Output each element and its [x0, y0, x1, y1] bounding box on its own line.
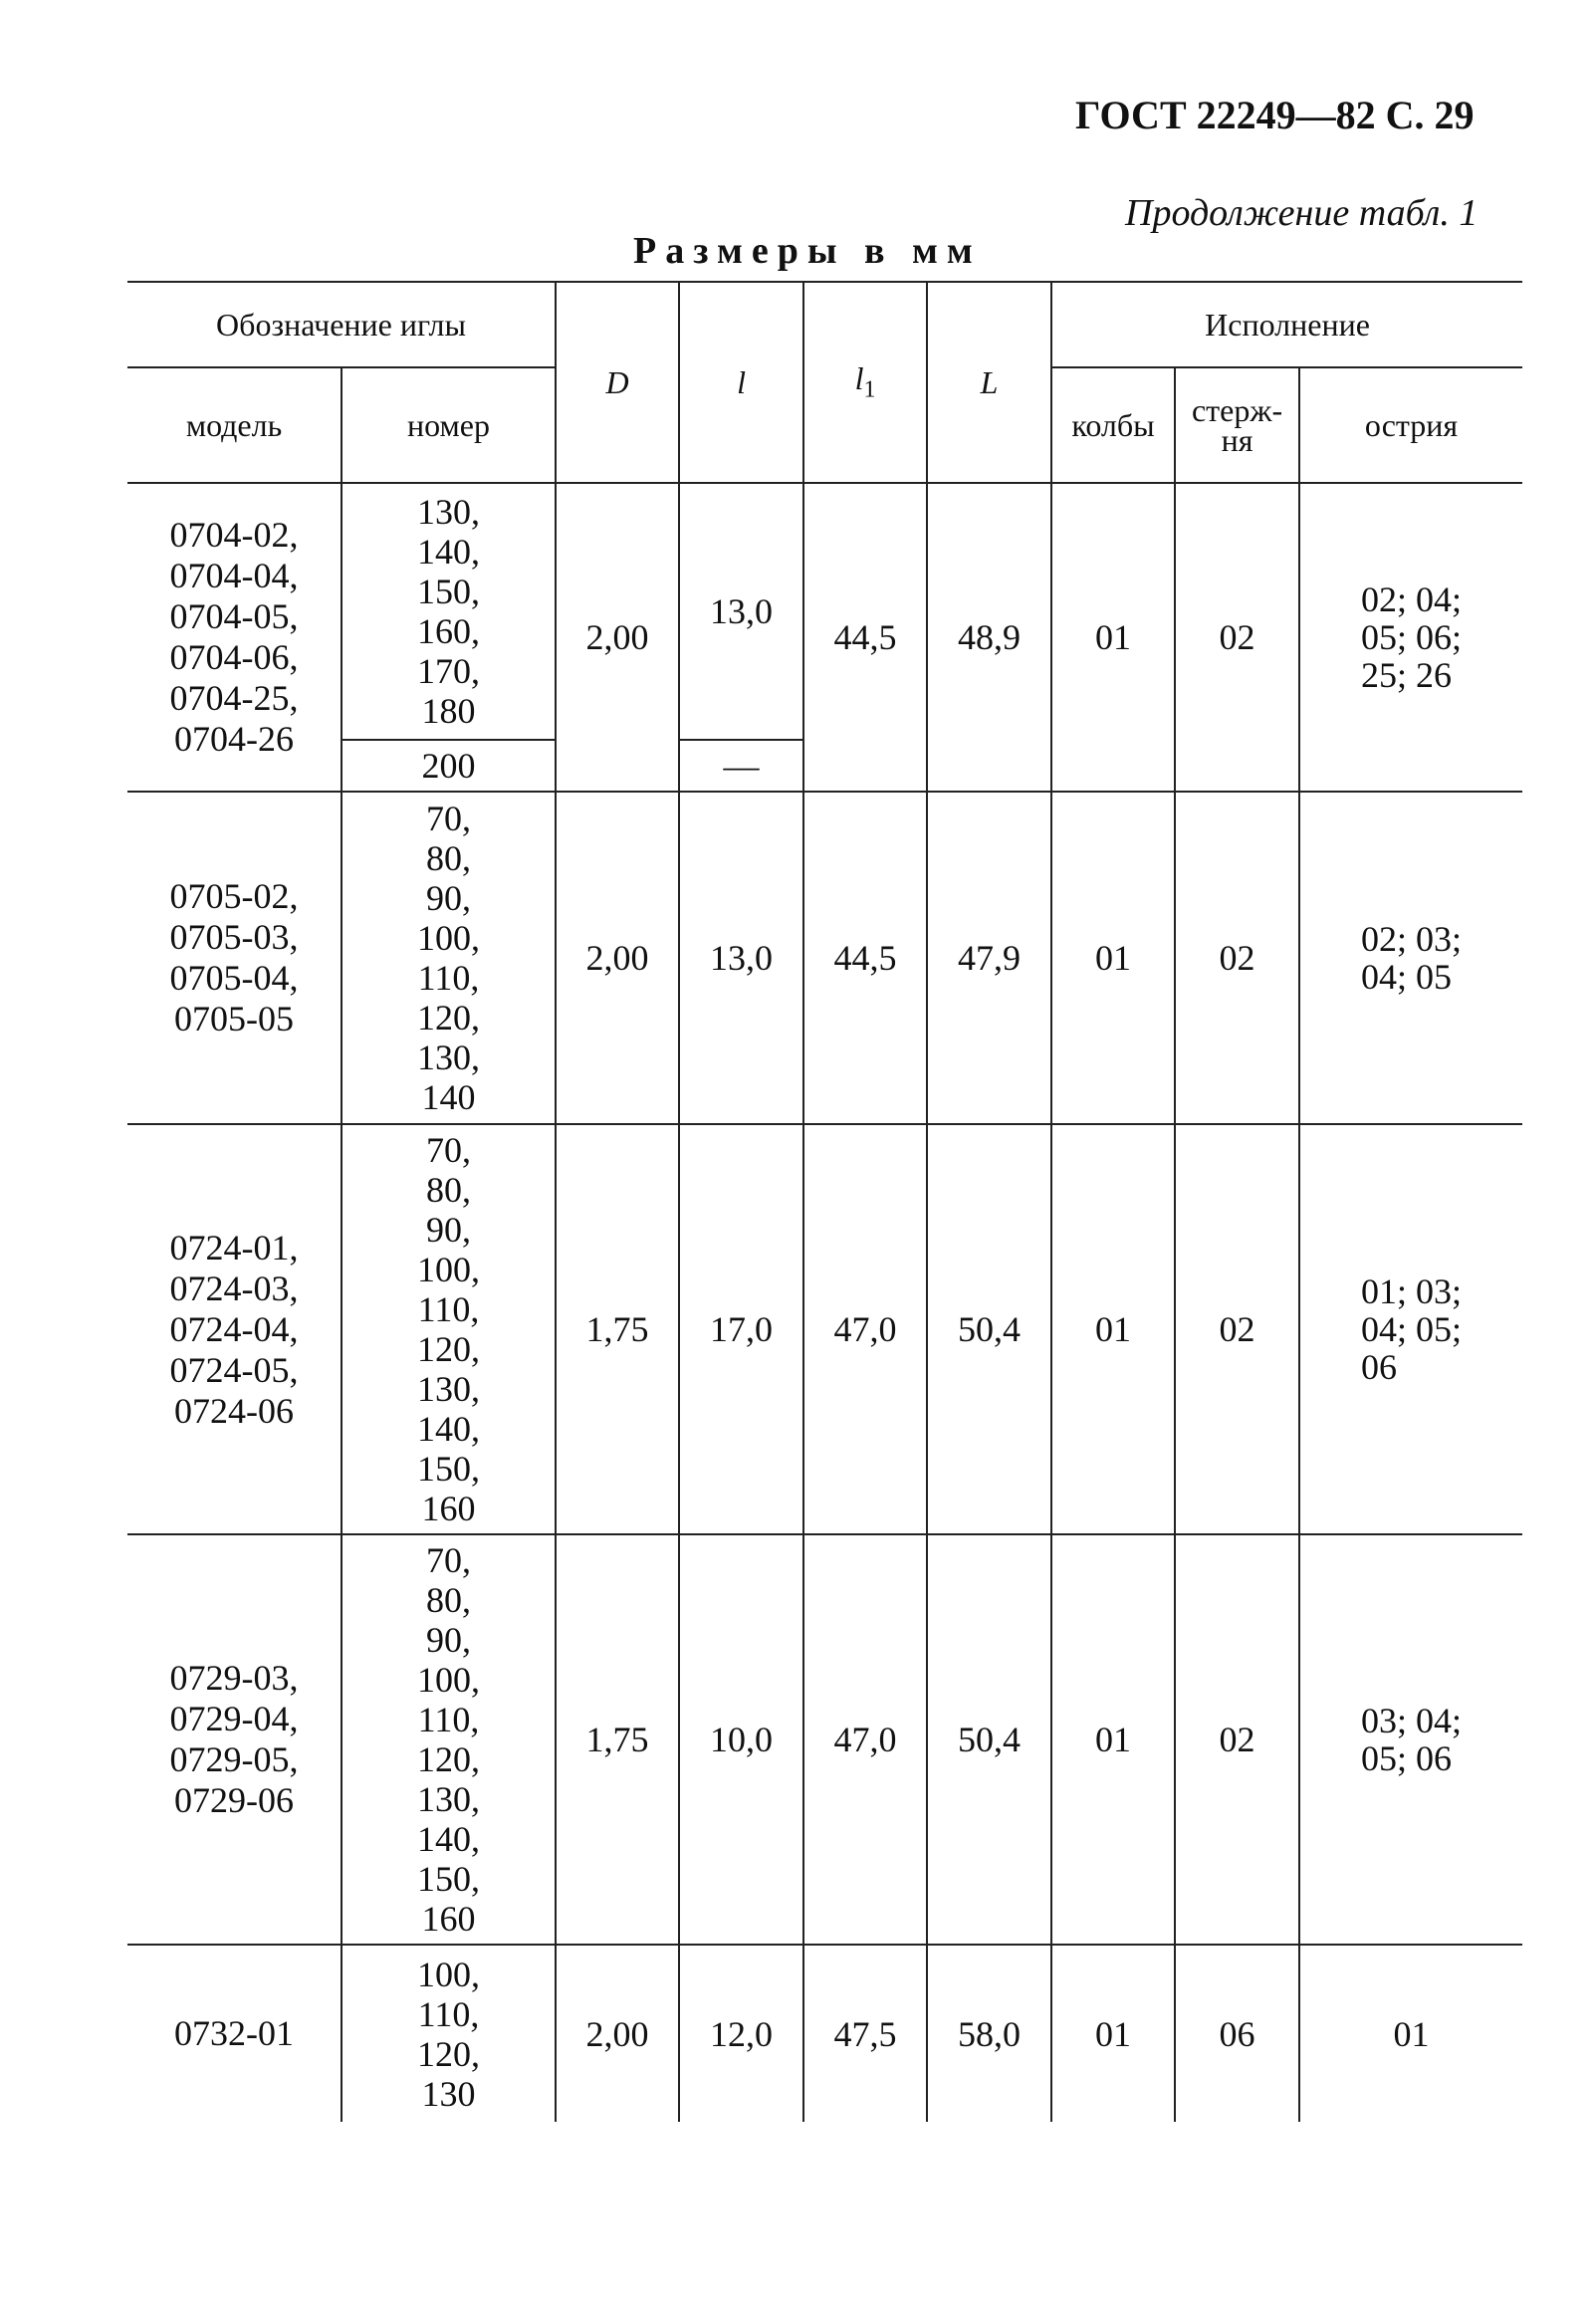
header-l: l	[679, 282, 803, 483]
header-big-l: L	[927, 282, 1051, 483]
table-row	[127, 792, 1522, 1124]
number-cell-extra: 200	[342, 740, 556, 792]
point-cell	[1299, 1124, 1522, 1534]
d-cell: 1,75	[556, 1534, 679, 1945]
table-row	[127, 1124, 1522, 1534]
model-cell: 0724-01, 0724-03, 0724-04, 0724-05, 0724-06	[127, 1124, 342, 1534]
header-needle-designation: Обозначение иглы	[127, 282, 556, 367]
point-cell	[1299, 1945, 1522, 2122]
header-model: модель	[127, 367, 342, 483]
l1-cell: 47,0	[803, 1124, 927, 1534]
table-row	[127, 1534, 1522, 1945]
model-cell: 0729-03, 0729-04, 0729-05, 0729-06	[127, 1534, 342, 1945]
page-header-standard: ГОСТ 22249—82 С. 29	[1075, 93, 1475, 137]
flask-cell: 01	[1051, 483, 1175, 792]
d-cell: 2,00	[556, 792, 679, 1124]
flask-cell: 01	[1051, 1945, 1175, 2122]
l-cell-extra: —	[679, 740, 803, 792]
units-caption: Размеры в мм	[633, 230, 982, 272]
point-cell	[1299, 483, 1522, 792]
l1-cell: 44,5	[803, 792, 927, 1124]
shank-cell: 02	[1175, 1534, 1299, 1945]
header-point: острия	[1299, 367, 1522, 483]
shank-cell: 02	[1175, 483, 1299, 792]
header-execution: Исполнение	[1051, 282, 1522, 367]
number-cell: 70, 80, 90, 100, 110, 120, 130, 140, 150, 160	[342, 1124, 556, 1534]
flask-cell: 01	[1051, 1124, 1175, 1534]
number-cell: 70, 80, 90, 100, 110, 120, 130, 140	[342, 792, 556, 1124]
shank-cell: 06	[1175, 1945, 1299, 2122]
l-cell: 10,0	[679, 1534, 803, 1945]
header-l1	[803, 282, 927, 483]
model-cell: 0732-01	[127, 1945, 342, 2122]
d-cell: 2,00	[556, 483, 679, 792]
l-cell: 12,0	[679, 1945, 803, 2122]
d-cell: 2,00	[556, 1945, 679, 2122]
point-text: 03; 04; 05; 06	[1361, 1701, 1463, 1778]
table-row	[127, 483, 1522, 740]
number-cell: 100, 110, 120, 130	[342, 1945, 556, 2122]
point-cell	[1299, 1534, 1522, 1945]
big-l-cell: 47,9	[927, 792, 1051, 1124]
shank-cell: 02	[1175, 792, 1299, 1124]
point-text: 01	[1393, 2013, 1430, 2054]
needle-dimensions-table	[127, 281, 1522, 2122]
flask-cell: 01	[1051, 792, 1175, 1124]
flask-cell: 01	[1051, 1534, 1175, 1945]
big-l-cell: 50,4	[927, 1124, 1051, 1534]
header-flask: колбы	[1051, 367, 1175, 483]
header-l1-main: l	[854, 360, 864, 397]
model-cell: 0704-02, 0704-04, 0704-05, 0704-06, 0704-25, 0704-26	[127, 483, 342, 792]
table-continuation-label: Продолжение табл. 1	[1125, 192, 1479, 234]
point-cell	[1299, 792, 1522, 1124]
l1-cell: 47,0	[803, 1534, 927, 1945]
table-row	[127, 1945, 1522, 2122]
shank-cell: 02	[1175, 1124, 1299, 1534]
l1-cell: 44,5	[803, 483, 927, 792]
number-cell: 130, 140, 150, 160, 170, 180	[342, 483, 556, 740]
d-cell: 1,75	[556, 1124, 679, 1534]
l1-cell: 47,5	[803, 1945, 927, 2122]
l-cell: 13,0	[679, 483, 803, 740]
header-l1-subscript: 1	[863, 376, 876, 403]
header-number: номер	[342, 367, 556, 483]
point-text: 02; 03; 04; 05	[1361, 919, 1463, 997]
big-l-cell: 50,4	[927, 1534, 1051, 1945]
big-l-cell: 48,9	[927, 483, 1051, 792]
number-cell: 70, 80, 90, 100, 110, 120, 130, 140, 150, 160	[342, 1534, 556, 1945]
point-text: 02; 04; 05; 06; 25; 26	[1361, 579, 1463, 695]
big-l-cell: 58,0	[927, 1945, 1051, 2122]
header-d: D	[556, 282, 679, 483]
l-cell: 13,0	[679, 792, 803, 1124]
header-shank: стерж- ня	[1175, 367, 1299, 483]
l-cell: 17,0	[679, 1124, 803, 1534]
point-text: 01; 03; 04; 05; 06	[1361, 1271, 1463, 1387]
model-cell: 0705-02, 0705-03, 0705-04, 0705-05	[127, 792, 342, 1124]
